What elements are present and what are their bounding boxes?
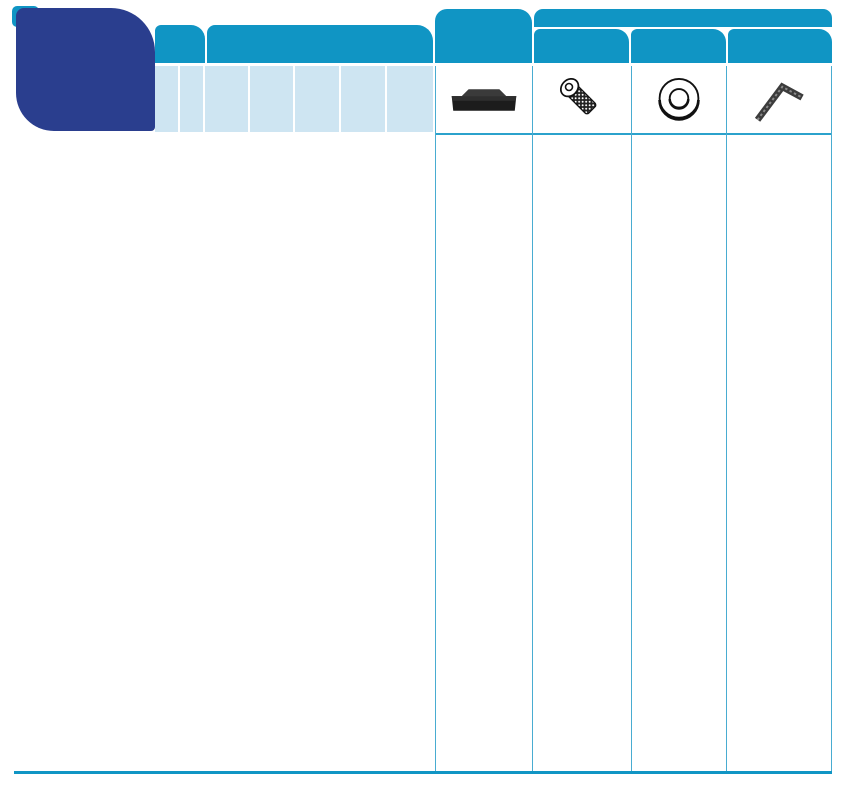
allen-key-icon <box>727 66 831 135</box>
insert-column <box>435 66 532 772</box>
stamp-column <box>631 66 726 772</box>
dimensions-header <box>207 25 433 63</box>
washer-icon <box>632 66 726 135</box>
col-header-r <box>155 66 178 132</box>
col-header-lf <box>295 66 339 132</box>
screw-header <box>534 29 629 63</box>
col-header-hf <box>205 66 248 132</box>
bottom-border <box>14 771 832 774</box>
column-headers <box>155 66 433 132</box>
insert-icon <box>436 66 532 135</box>
allen-key-column <box>726 66 832 772</box>
col-header-l <box>180 66 203 132</box>
col-header-wf <box>341 66 385 132</box>
screw-column <box>532 66 631 772</box>
spare-parts-header <box>534 9 832 27</box>
ordering-code-header <box>16 8 155 131</box>
stock-header <box>155 25 205 63</box>
screw-icon <box>533 66 631 135</box>
col-header-cdx <box>387 66 433 132</box>
allen-key-header <box>728 29 832 63</box>
insert-header <box>435 9 532 63</box>
col-header-b <box>250 66 293 132</box>
stamp-header <box>631 29 726 63</box>
